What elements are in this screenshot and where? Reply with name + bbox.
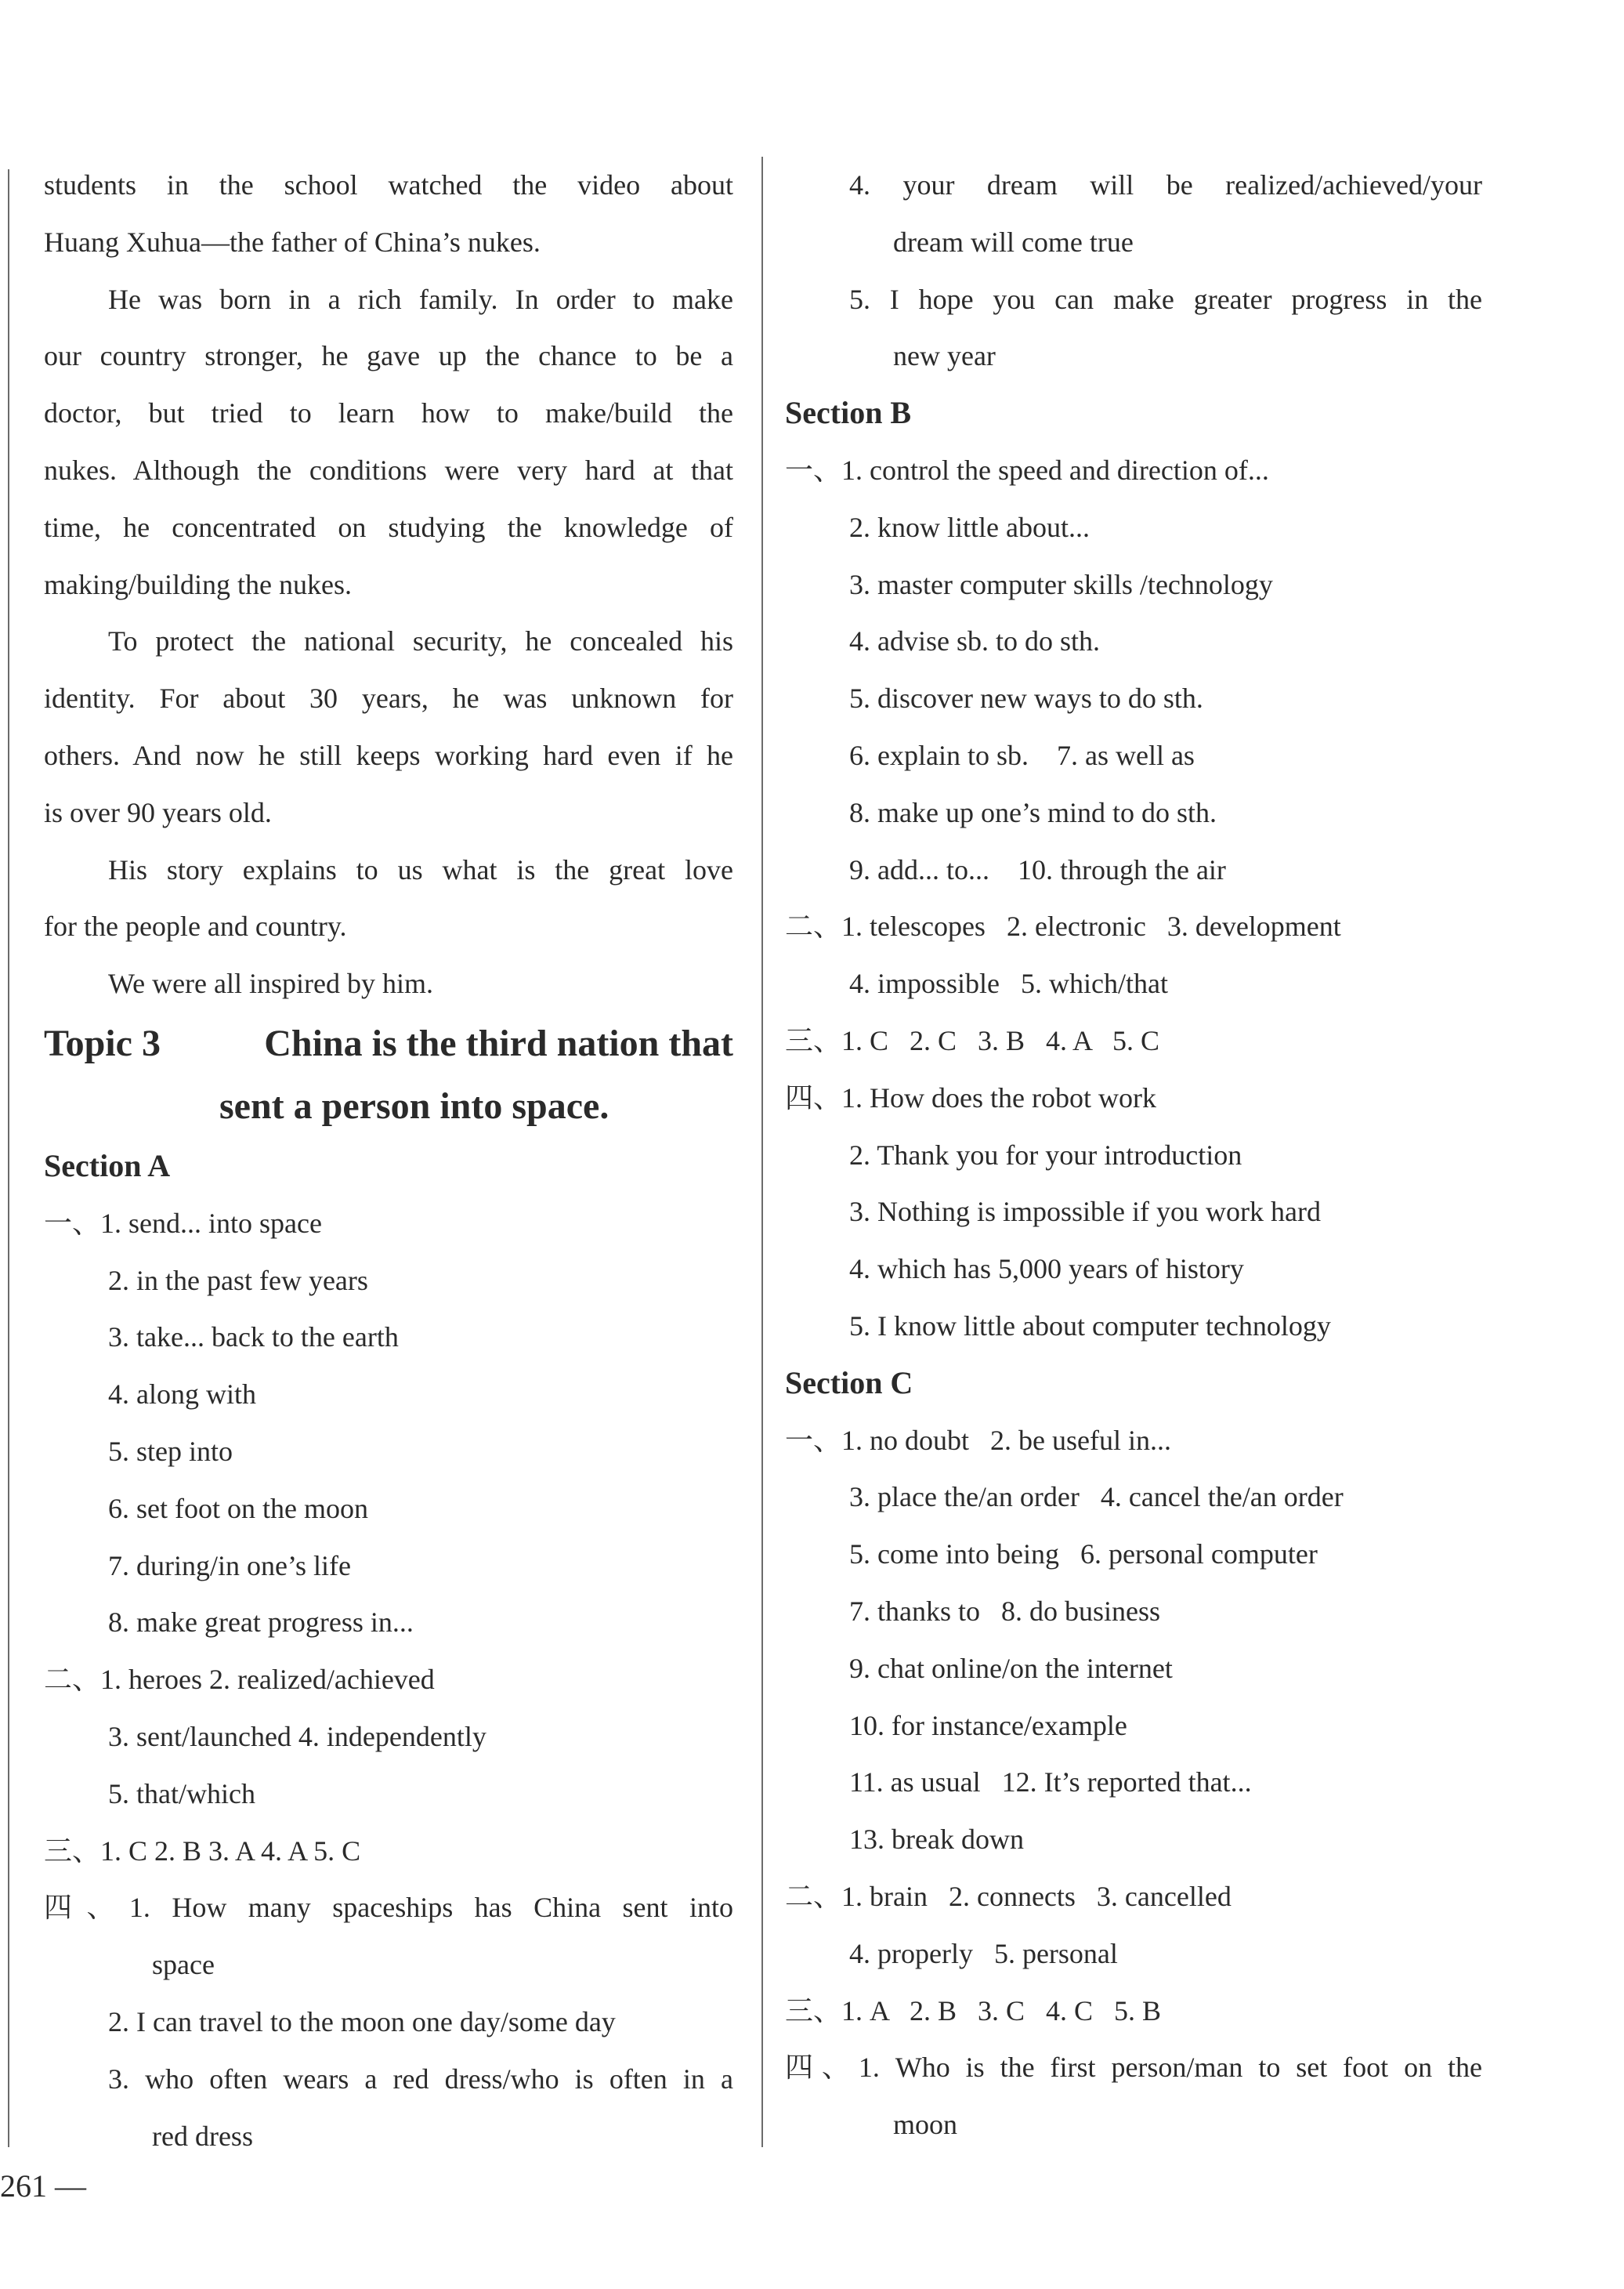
text-line: nukes. Although the conditions were very hard at that [44, 454, 733, 486]
answer-line: 5. step into [108, 1435, 233, 1467]
answer-line: 5. I know little about computer technology [849, 1309, 1331, 1342]
topic-title-cont: sent a person into space. [219, 1085, 609, 1127]
text-line: identity. For about 30 years, he was unknown for [44, 683, 733, 715]
answer-line: 8. make great progress in... [108, 1606, 414, 1639]
text-line: We were all inspired by him. [108, 968, 433, 1000]
answer-line: 2. I can travel to the moon one day/some day [108, 2005, 616, 2037]
answer-line: 9. chat online/on the internet [849, 1652, 1173, 1684]
text-line: making/building the nukes. [44, 568, 352, 600]
answer-line: dream will come true [893, 226, 1134, 258]
answer-line: moon [893, 2109, 958, 2141]
answer-line: 二、1. heroes 2. realized/achieved [44, 1664, 435, 1696]
answer-line: 一、1. control the speed and direction of... [785, 454, 1269, 486]
answer-line: 5. come into being 6. personal computer [849, 1538, 1318, 1570]
answer-line: 3. Nothing is impossible if you work hard [849, 1196, 1321, 1228]
page-number: 261 — [0, 2168, 86, 2204]
answer-line: 4. properly 5. personal [849, 1937, 1118, 1969]
answer-line: 2. know little about... [849, 511, 1090, 543]
answer-line: 3. master computer skills /technology [849, 568, 1273, 600]
section-c-heading: Section C [785, 1364, 913, 1400]
left-margin-rule [8, 169, 9, 2147]
answer-line: 6. explain to sb. 7. as well as [849, 739, 1195, 771]
section-a-heading: Section A [44, 1147, 171, 1183]
answer-line: 6. set foot on the moon [108, 1492, 368, 1524]
answer-line: 11. as usual 12. It’s reported that... [849, 1766, 1252, 1798]
text-line: for the people and country. [44, 911, 347, 943]
left-column [44, 157, 733, 2164]
text-line: time, he concentrated on studying the knowledge of [44, 511, 733, 543]
answer-line: 4. your dream will be realized/achieved/your [849, 169, 1482, 201]
answer-line: 13. break down [849, 1824, 1024, 1856]
answer-line: 2. Thank you for your introduction [849, 1139, 1242, 1171]
answer-line: 5. I hope you can make greater progress in the [849, 283, 1482, 315]
topic-heading [44, 1012, 733, 1075]
answer-line: new year [893, 340, 996, 372]
answer-line: 一、1. send... into space [44, 1207, 322, 1239]
text-line: students in the school watched the video about [44, 169, 733, 201]
answer-line: 10. for instance/example [849, 1709, 1127, 1741]
answer-line: 3. who often wears a red dress/who is often in a [108, 2063, 733, 2095]
topic-label: Topic 3 [44, 1022, 161, 1064]
text-line: Huang Xuhua—the father of China’s nukes. [44, 226, 541, 258]
answer-line: 8. make up one’s mind to do sth. [849, 796, 1217, 828]
answer-line: 三、1. C 2. C 3. B 4. A 5. C [785, 1024, 1160, 1056]
topic-title: China is the third nation that [264, 1022, 733, 1064]
text-line: doctor, but tried to learn how to make/build the [44, 397, 733, 429]
answer-line: 2. in the past few years [108, 1264, 368, 1296]
answer-line: 4. advise sb. to do sth. [849, 625, 1100, 657]
answer-line: 5. discover new ways to do sth. [849, 683, 1203, 715]
text-line: He was born in a rich family. In order to make [108, 283, 733, 315]
answer-line: 4. impossible 5. which/that [849, 968, 1168, 1000]
answer-line: 9. add... to... 10. through the air [849, 853, 1226, 886]
answer-line: space [152, 1949, 215, 1981]
section-b-heading: Section B [785, 395, 912, 431]
answer-line: 3. sent/launched 4. independently [108, 1720, 486, 1752]
answer-line: 3. take... back to the earth [108, 1321, 399, 1353]
answer-line: 四、1. How does the robot work [785, 1081, 1156, 1114]
text-line: is over 90 years old. [44, 796, 272, 828]
answer-line: 5. that/which [108, 1777, 255, 1809]
answer-line: 4. along with [108, 1378, 256, 1411]
answer-line: 二、1. telescopes 2. electronic 3. development [785, 911, 1341, 943]
answer-line: 三、1. C 2. B 3. A 4. A 5. C [44, 1834, 361, 1867]
text-line: To protect the national security, he concealed his [108, 625, 733, 657]
answer-line: 4. which has 5,000 years of history [849, 1253, 1244, 1285]
text-line: His story explains to us what is the great love [108, 853, 733, 886]
column-divider [761, 157, 763, 2147]
text-line: our country stronger, he gave up the chance to be a [44, 340, 733, 372]
answer-line: 三、1. A 2. B 3. C 4. C 5. B [785, 1994, 1162, 2026]
answer-line: 四、1. How many spaceships has China sent into [44, 1892, 733, 1924]
answer-line: 一、1. no doubt 2. be useful in... [785, 1424, 1171, 1456]
right-column [785, 157, 1482, 2153]
answer-line: 四、1. Who is the first person/man to set foot on the [785, 2052, 1482, 2084]
text-line: others. And now he still keeps working hard even if he [44, 739, 733, 771]
answer-line: 二、1. brain 2. connects 3. cancelled [785, 1880, 1232, 1912]
answer-line: 3. place the/an order 4. cancel the/an order [849, 1481, 1344, 1513]
answer-line: 7. during/in one’s life [108, 1549, 351, 1581]
answer-line: red dress [152, 2120, 253, 2152]
answer-line: 7. thanks to 8. do business [849, 1595, 1161, 1627]
